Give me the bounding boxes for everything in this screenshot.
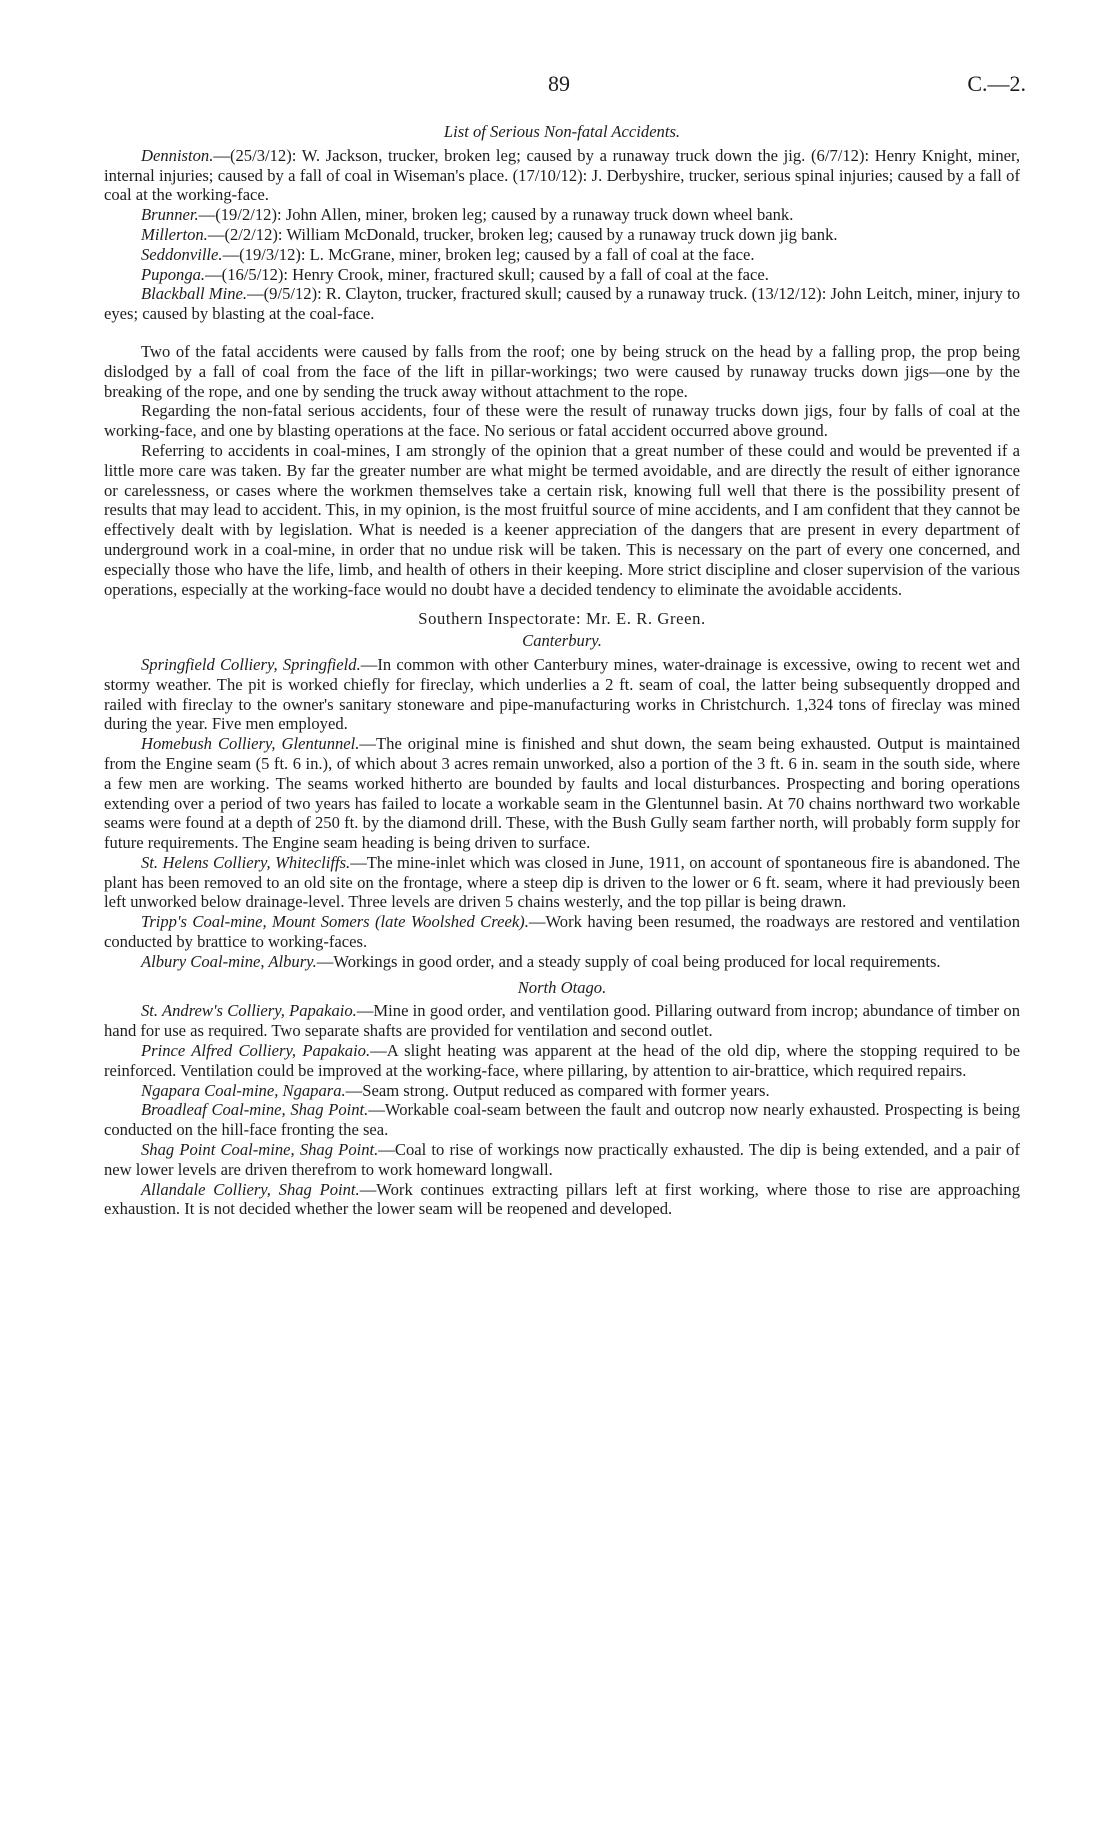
mine-text: —Workable coal-seam between the fault and outcrop now nearly exhausted. Prospecting is being conducted on the hill-face fronting the sea. <box>104 1100 1021 1140</box>
mine-entry <box>104 1041 1020 1081</box>
mine-text: —Coal to rise of workings now practically exhausted. The dip is being extended, and a pair of new lower levels are driven therefrom to work homeward longwall. <box>104 1140 1020 1179</box>
accident-place: Denniston. <box>141 145 214 165</box>
accident-entry <box>104 205 1020 225</box>
mine-name: Broadleaf Coal-mine, Shag Point. <box>141 1100 369 1120</box>
accident-entry <box>104 225 1020 245</box>
accident-entry <box>104 146 1020 205</box>
accident-entry <box>104 265 1020 285</box>
accident-place: Puponga. <box>141 264 206 284</box>
mine-entry <box>104 1001 1020 1041</box>
accident-text: —(25/3/12): W. Jackson, trucker, broken leg; caused by a runaway truck down the jig. (6/7/12): Henry Knight, miner, internal injuries; caused by a fall of coal in Wiseman's place. (17/10/12): J. Derbyshire, trucker, serious spinal injuries; caused by a fall of coal at the working-face. <box>104 145 1020 205</box>
section-title: List of Serious Non-fatal Accidents. <box>443 122 681 141</box>
accident-text: —(19/3/12): L. McGrane, miner, broken leg; caused by a fall of coal at the face. <box>222 244 755 264</box>
mine-name: Tripp's Coal-mine, Mount Somers (late Woolshed Creek). <box>141 912 529 932</box>
mine-entry <box>104 952 1020 972</box>
mine-name: Ngapara Coal-mine, Ngapara. <box>141 1080 346 1100</box>
mine-entry <box>104 655 1020 734</box>
spacer <box>104 324 1020 342</box>
mine-text: —The mine-inlet which was closed in June, 1911, on account of spontaneous fire is abandoned. The plant has been removed to an old site on the frontage, where a steep dip is driven to the lower or 6 ft. seam, where it had previously been left unworked below drainage-level. Three levels are driven 5 chains westerly, and the top pillar is being drawn. <box>104 852 1020 912</box>
mine-name: Springfield Colliery, Springfield. <box>141 654 361 674</box>
accident-text: —(9/5/12): R. Clayton, trucker, fractured skull; caused by a runaway truck. (13/12/12): John Leitch, miner, injury to eyes; caused by blasting at the coal-face. <box>104 284 1020 324</box>
body-paragraph: Regarding the non-fatal serious accidents, four of these were the result of runaway trucks down jigs, four by falls of coal at the working-face, and one by blasting operations at the face. No serious or fatal accident occurred above ground. <box>104 401 1020 441</box>
mine-name: Homebush Colliery, Glentunnel. <box>141 734 360 754</box>
mine-text: —Work having been resumed, the roadways are restored and ventilation conducted by brattice to working-faces. <box>104 912 1020 952</box>
north-otago-list <box>104 1001 1020 1219</box>
mine-entry <box>104 734 1020 853</box>
page-body <box>104 122 1020 1219</box>
mine-text: —Workings in good order, and a steady supply of coal being produced for local requirements. <box>316 951 941 971</box>
mine-name: Prince Alfred Colliery, Papakaio. <box>141 1041 371 1061</box>
canterbury-list <box>104 655 1020 972</box>
mine-entry <box>104 1081 1020 1101</box>
mine-entry <box>104 1100 1020 1140</box>
accident-list <box>104 146 1020 324</box>
mine-text: —Work continues extracting pillars left at first working, where those to rise are approaching exhaustion. It is not decided whether the lower seam will be reopened and developed. <box>104 1179 1020 1219</box>
accident-entry <box>104 284 1020 324</box>
inspectorate-heading: Southern Inspectorate: Mr. E. R. Green. <box>418 609 706 629</box>
mine-entry <box>104 853 1020 912</box>
mine-entry <box>104 1180 1020 1220</box>
accident-text: —(19/2/12): John Allen, miner, broken leg; caused by a runaway truck down wheel bank. <box>198 205 794 225</box>
accident-text: —(2/2/12): William McDonald, trucker, broken leg; caused by a runaway truck down jig bank. <box>207 224 838 244</box>
mine-name: Shag Point Coal-mine, Shag Point. <box>141 1140 379 1160</box>
page-number: 89 <box>548 71 570 96</box>
accident-entry <box>104 245 1020 265</box>
mine-name: St. Andrew's Colliery, Papakaio. <box>141 1001 357 1021</box>
mine-text: —Mine in good order, and ventilation good. Pillaring outward from incrop; abundance of timber on hand for use as required. Two separate shafts are provided for ventilation and second outlet. <box>104 1001 1020 1041</box>
document-reference: C.—2. <box>967 71 1026 96</box>
accident-place: Blackball Mine. <box>141 284 248 304</box>
accident-place: Brunner. <box>141 205 199 225</box>
mine-text: —In common with other Canterbury mines, water-drainage is excessive, owing to recent wet and stormy weather. The pit is worked chiefly for fireclay, which underlies a 2 ft. seam of coal, the latter being subsequently dropped and railed with fireclay to the owner's sanitary stoneware and pipe-manufacturing works in Christchurch. 1,324 tons of fireclay was mined during the year. Five men employed. <box>104 654 1020 734</box>
accident-place: Seddonville. <box>141 244 223 264</box>
region-heading-north-otago: North Otago. <box>517 977 607 997</box>
mine-entry <box>104 1140 1020 1180</box>
body-paragraph: Referring to accidents in coal-mines, I am strongly of the opinion that a great number of these could and would be prevented if a little more care was taken. By far the greater number are what might be termed avoidable, and are directly the result of either ignorance or carelessness, or cases where the workmen themselves take a certain risk, knowing full well that there is the possibility present of results that may lead to accident. This, in my opinion, is the most fruitful source of mine accidents, and I am confident that they cannot be effectively dealt with by legislation. What is needed is a keener appreciation of the dangers that are present in every department of underground work in a coal-mine, in order that no undue risk will be taken. This is necessary on the part of every one concerned, and especially those who have the life, limb, and health of others in their keeping. More strict discipline and closer supervision of the various operations, especially at the working-face would no doubt have a decided tendency to eliminate the avoidable accidents. <box>104 440 1020 599</box>
accident-place: Millerton. <box>141 224 208 244</box>
mine-name: Albury Coal-mine, Albury. <box>141 951 317 971</box>
mine-name: Allandale Colliery, Shag Point. <box>141 1179 360 1199</box>
mine-text: —The original mine is finished and shut down, the seam being exhausted. Output is maintained from the Engine seam (5 ft. 6 in.), of which about 3 acres remain unworked, also a portion of the 3 ft. 6 in. seam in the south side, where a few men are working. The seams worked hitherto are bounded by faults and local disturbances. Prospecting and boring operations extending over a period of two years has failed to locate a workable seam in the Glentunnel basin. At 70 chains northward two workable seams were found at a depth of 250 ft. by the diamond drill. These, with the Bush Gully seam farther north, will probably form supply for future requirements. The Engine seam heading is being driven to surface. <box>104 734 1020 853</box>
mine-text: —A slight heating was apparent at the head of the old dip, where the stopping required to be reinforced. Ventilation could be improved at the working-face, where pillaring, by attention to air-brattice, which required repairs. <box>104 1041 1020 1080</box>
body-paragraph: Two of the fatal accidents were caused by falls from the roof; one by being struck on the head by a falling prop, the prop being dislodged by a fall of coal from the face of the lift in pillar-workings; two were caused by runaway trucks down jigs—one by the breaking of the rope, and one by sending the truck away without attachment to the rope. <box>104 341 1020 401</box>
region-heading-canterbury: Canterbury. <box>522 631 602 651</box>
accident-text: —(16/5/12): Henry Crook, miner, fractured skull; caused by a fall of coal at the face. <box>205 264 769 284</box>
mine-text: —Seam strong. Output reduced as compared with former years. <box>345 1080 770 1100</box>
mine-entry <box>104 912 1020 952</box>
mine-name: St. Helens Colliery, Whitecliffs. <box>141 852 351 872</box>
